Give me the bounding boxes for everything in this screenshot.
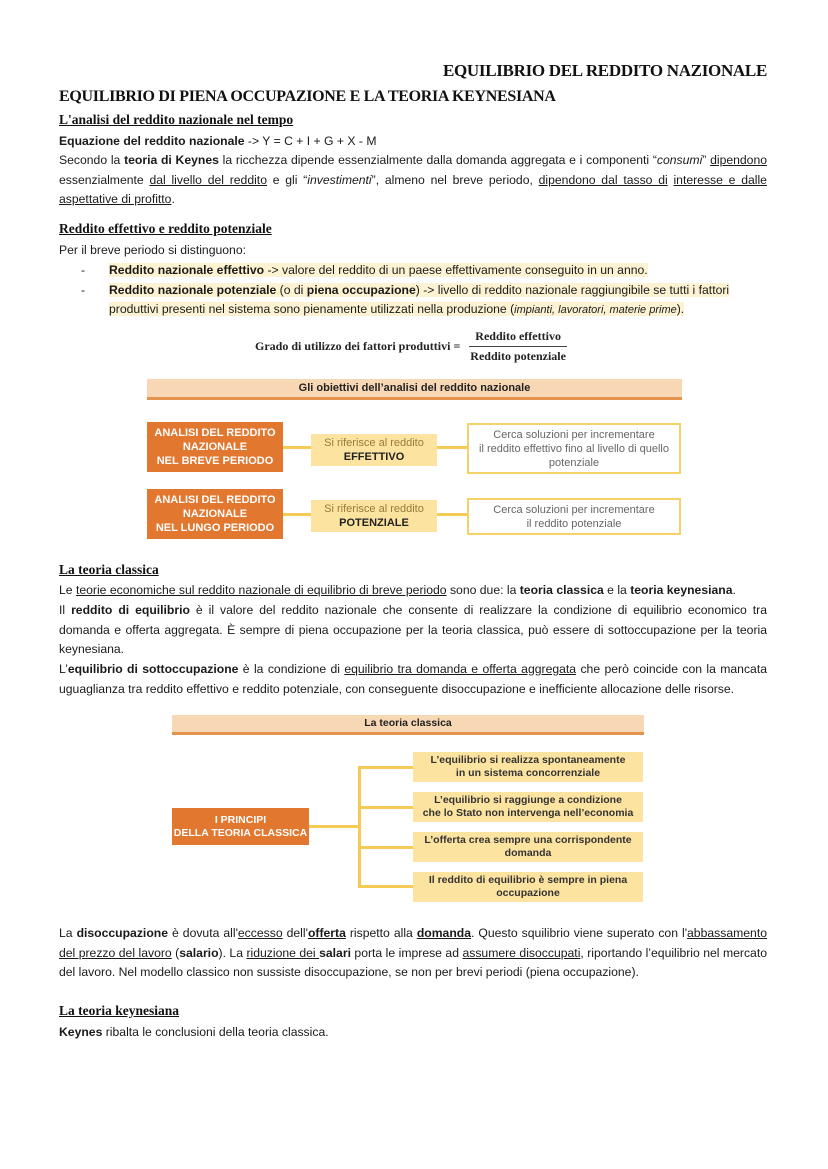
- effective-income-box: [311, 434, 437, 466]
- connector-line: [309, 825, 359, 828]
- bold-underlined-text: offerta: [307, 926, 346, 940]
- text: . Questo squilibrio viene superato con l': [470, 926, 688, 940]
- text: POTENZIALE: [339, 517, 409, 529]
- principle-item: [413, 792, 643, 822]
- text: NEL LUNGO PERIODO: [155, 522, 275, 534]
- equation-label: Equazione del reddito nazionale: [59, 134, 245, 148]
- text: la ricchezza dipende essenzialmente dalla domanda aggregata e i componenti “: [218, 153, 657, 167]
- text: Si riferisce al reddito: [324, 437, 424, 449]
- potential-solution-box: [467, 498, 681, 535]
- text: ) -> livello di reddito nazionale raggiungibile se tutti i fattori: [415, 282, 730, 297]
- potential-income-box: [311, 500, 437, 532]
- text: NAZIONALE: [182, 441, 248, 453]
- text: Secondo la: [59, 153, 125, 167]
- text: che però coincide con la mancata uguaglianza tra reddito effettivo e reddito potenziale, con conseguente disoccupazione e inefficiente allocazione delle risorse.: [59, 662, 767, 696]
- equation-value: -> Y = C + I + G + X - M: [244, 134, 377, 148]
- section-heading-teoria-classica: La teoria classica: [59, 562, 159, 577]
- text: -> valore del reddito di un paese effettivamente conseguito in un anno.: [264, 263, 648, 277]
- paragraph-disoccupazione: [59, 924, 767, 983]
- paragraph-teorie: [59, 581, 767, 601]
- text: Cerca soluzioni per incrementare: [493, 428, 655, 441]
- bold-text: salario: [179, 945, 219, 960]
- formula-label: Grado di utilizzo dei fattori produttivi =: [255, 339, 461, 353]
- underlined-text: dipendono dal tasso di: [538, 172, 668, 187]
- bold-text: Keynes: [59, 1025, 103, 1039]
- text: Il reddito di equilibrio è sempre in piena: [428, 874, 628, 886]
- document-title: EQUILIBRIO DEL REDDITO NAZIONALE: [442, 61, 767, 80]
- principle-item: [413, 752, 643, 782]
- denominator: Reddito potenziale: [470, 349, 566, 363]
- bold-text: teoria classica: [519, 583, 604, 597]
- underlined-text: abbassamento del prezzo del lavoro: [59, 926, 767, 960]
- text: (: [171, 945, 180, 960]
- effective-solution-box: [467, 423, 681, 474]
- section-heading-reddito: Reddito effettivo e reddito potenziale: [59, 221, 272, 236]
- numerator: Reddito effettivo: [469, 329, 567, 347]
- underlined-text: eccesso: [237, 926, 283, 940]
- text: domanda: [504, 847, 552, 859]
- text: DELLA TEORIA CLASSICA: [173, 826, 308, 839]
- section-heading-analisi: L'analisi del reddito nazionale nel tempo: [59, 112, 294, 127]
- underlined-text: assumere disoccupati: [462, 945, 581, 960]
- connector-line: [358, 766, 361, 887]
- text: L’offerta crea sempre una corrispondente: [424, 834, 632, 846]
- text: .: [171, 192, 175, 206]
- text: ANALISI DEL REDDITO: [154, 494, 276, 506]
- underlined-text: equilibrio tra domanda e offerta aggregata: [344, 662, 577, 676]
- underlined-text: dipendono: [710, 153, 768, 167]
- text: porta le imprese ad: [350, 945, 463, 960]
- bold-underlined-text: domanda: [416, 926, 471, 940]
- text: Cerca soluzioni per incrementare: [493, 503, 655, 516]
- bold-text: equilibrio di sottoccupazione: [67, 662, 239, 676]
- connector-line: [437, 446, 467, 449]
- connector-line: [283, 446, 311, 449]
- paragraph-keynes-ribalta: [59, 1023, 767, 1043]
- text: è il valore del reddito nazionale che consente di realizzare la condizione di equilibrio economico tra domanda e offerta aggregata. È sempre di piena occupazione per la teoria classica, può essere di sottoccupazione per la teoria keynesiana.: [59, 603, 768, 656]
- bold-text: teoria di Keynes: [124, 153, 219, 167]
- text: I PRINCIPI: [214, 813, 267, 826]
- text: essenzialmente: [59, 172, 150, 187]
- text: rispetto alla: [345, 926, 417, 940]
- text: sono due: la: [446, 583, 520, 597]
- text: ).: [676, 302, 685, 316]
- intro-text: Per il breve periodo si distinguono:: [59, 243, 246, 257]
- text: potenziale: [548, 456, 600, 469]
- text: occupazione: [496, 887, 560, 899]
- diagram-banner: Gli obiettivi dell’analisi del reddito nazionale: [147, 379, 682, 400]
- connector-line: [358, 885, 413, 888]
- text: EFFETTIVO: [343, 451, 405, 463]
- text: ). La: [218, 945, 247, 960]
- formula: [255, 329, 572, 364]
- text: ANALISI DEL REDDITO: [154, 427, 276, 439]
- bold-text: Reddito nazionale potenziale: [109, 282, 277, 297]
- text: (o di: [276, 282, 307, 297]
- principles-root-box: [172, 808, 309, 845]
- text: NEL BREVE PERIODO: [156, 455, 274, 467]
- long-term-analysis-box: [147, 489, 283, 539]
- connector-line: [358, 846, 413, 849]
- dash: -: [81, 263, 86, 277]
- main-heading: EQUILIBRIO DI PIENA OCCUPAZIONE E LA TEORIA KEYNESIANA: [59, 88, 556, 105]
- text: Le: [59, 583, 76, 597]
- text: il reddito potenziale: [526, 517, 622, 530]
- text: dell': [282, 926, 308, 940]
- bold-text: disoccupazione: [76, 926, 168, 940]
- bold-text: teoria keynesiana: [630, 583, 733, 597]
- bold-text: reddito di equilibrio: [71, 603, 190, 617]
- objectives-diagram: [147, 379, 682, 539]
- bold-text: salari: [319, 945, 351, 960]
- equation-line: [59, 132, 767, 152]
- text: Il: [59, 603, 72, 617]
- text: che lo Stato non intervenga nell’economia: [422, 807, 634, 819]
- underlined-text: dal livello del reddito: [149, 172, 267, 187]
- text: La: [59, 926, 77, 940]
- text: in un sistema concorrenziale: [455, 767, 601, 779]
- text: il reddito effettivo fino al livello di quello: [479, 442, 669, 455]
- text: L’equilibrio si raggiunge a condizione: [434, 794, 622, 806]
- bullet-list: [81, 261, 771, 321]
- principle-item: [413, 832, 643, 862]
- paragraph-reddito-equilibrio: [59, 601, 767, 660]
- fraction: [464, 329, 572, 364]
- classical-theory-diagram: [172, 715, 644, 905]
- text: Si riferisce al reddito: [324, 503, 424, 515]
- dash: -: [81, 282, 86, 297]
- text: ribalta le conclusioni della teoria classica.: [102, 1025, 329, 1039]
- principle-item: [413, 872, 643, 902]
- text: L’: [59, 662, 68, 676]
- text: e la: [603, 583, 631, 597]
- underlined-text: teorie economiche sul reddito nazionale di equilibrio di breve periodo: [75, 583, 447, 597]
- diagram-banner: La teoria classica: [172, 715, 644, 735]
- text: ”: [702, 153, 707, 167]
- text: e gli “: [266, 172, 308, 187]
- short-term-analysis-box: [147, 422, 283, 472]
- bullet-item: [81, 281, 771, 321]
- text: è la condizione di: [238, 662, 345, 676]
- text: è dovuta all': [168, 926, 238, 940]
- italic-text: impianti, lavoratori, materie prime: [514, 304, 677, 316]
- italic-text: investimenti: [307, 172, 372, 187]
- text: , riportando l’equilibrio nel mercato del lavoro. Nel modello classico non sussiste disoccupazione, se non per brevi periodi (piena occupazione).: [59, 945, 768, 979]
- bold-text: Reddito nazionale effettivo: [109, 263, 265, 277]
- text: produttivi presenti nel sistema sono pienamente utilizzati nella produzione (: [109, 302, 515, 316]
- paragraph-sottoccupazione: [59, 660, 767, 699]
- paragraph-keynes: [59, 151, 767, 210]
- italic-text: consumi: [656, 153, 703, 167]
- connector-line: [358, 806, 413, 809]
- connector-line: [437, 513, 467, 516]
- bold-text: piena occupazione: [306, 282, 416, 297]
- underlined-text: riduzione dei: [246, 945, 320, 960]
- text: NAZIONALE: [182, 508, 248, 520]
- underlined-text: interesse e dalle aspettative di profitto: [59, 172, 767, 206]
- section-heading-teoria-keynesiana: La teoria keynesiana: [59, 1003, 179, 1018]
- bullet-item: [81, 261, 771, 281]
- text: ”, almeno nel breve periodo,: [371, 172, 539, 187]
- text: L’equilibrio si realizza spontaneamente: [430, 754, 626, 766]
- text: .: [732, 583, 736, 597]
- connector-line: [283, 513, 311, 516]
- connector-line: [358, 766, 413, 769]
